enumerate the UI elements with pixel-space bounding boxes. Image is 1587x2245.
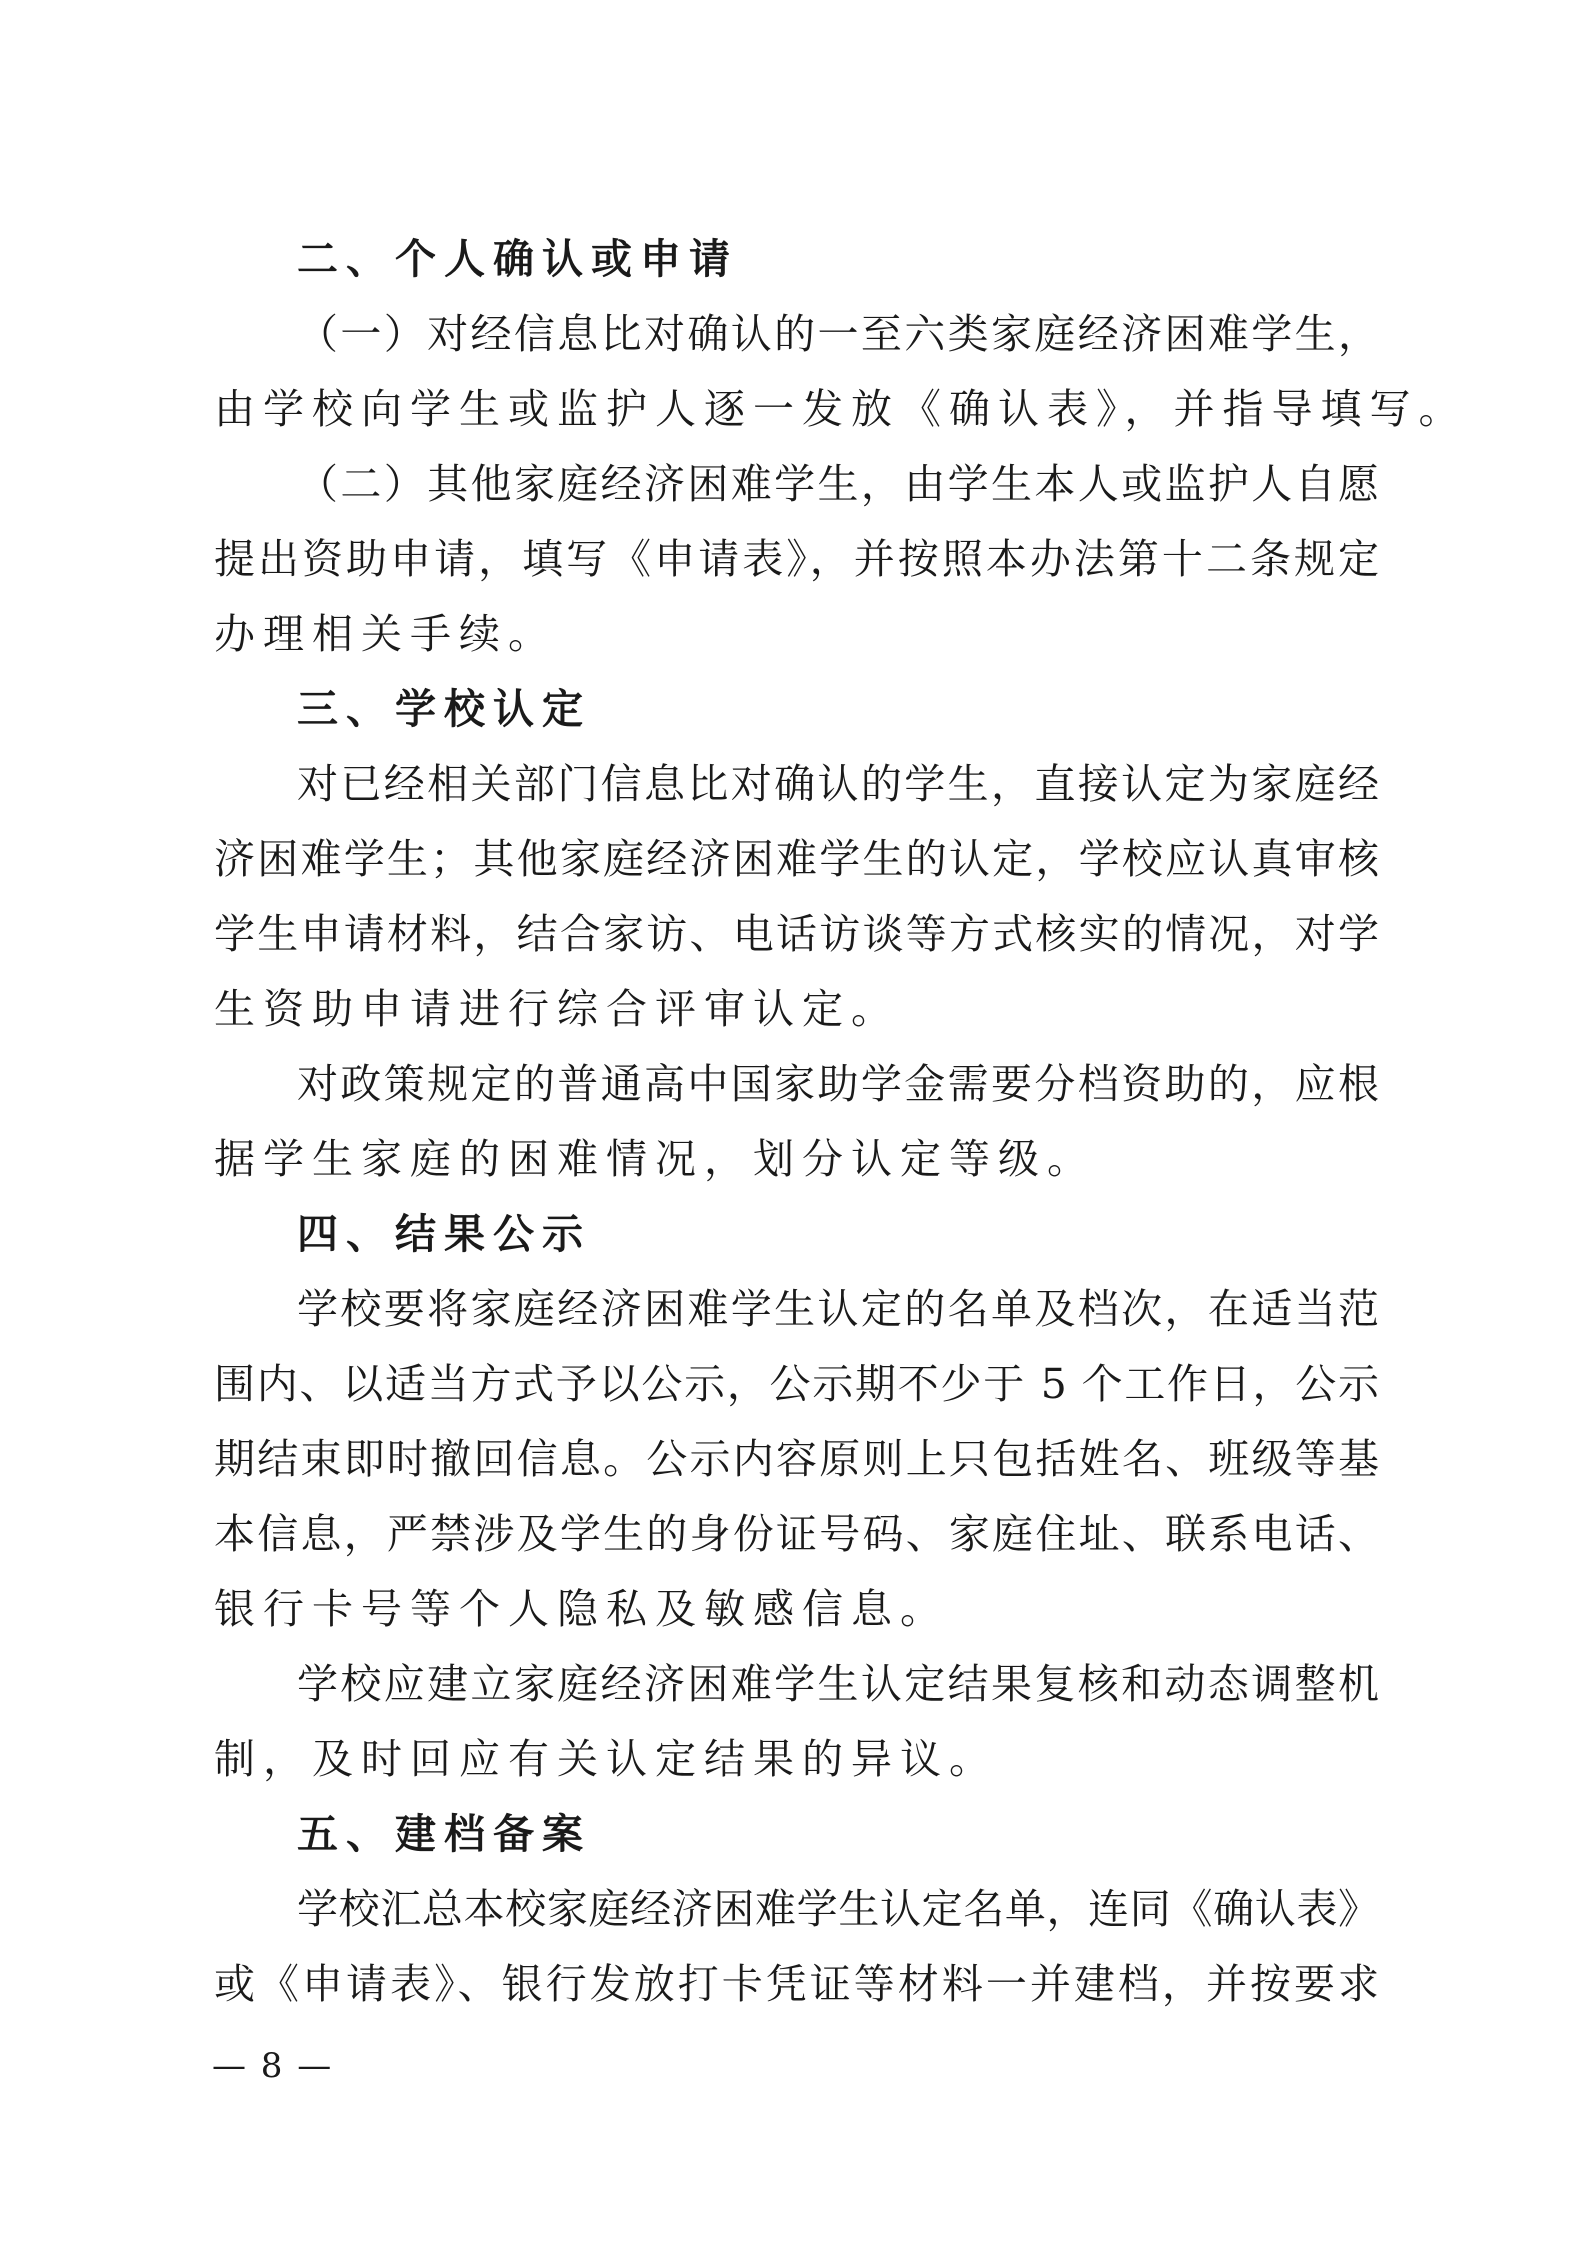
paragraph-line: 围内、以适当方式予以公示，公示期不少于 5 个工作日，公示 bbox=[214, 1360, 1379, 1408]
paragraph-line: 或《申请表》、银行发放打卡凭证等材料一并建档，并按要求 bbox=[214, 1960, 1379, 2008]
paragraph-line: 期结束即时撤回信息。公示内容原则上只包括姓名、班级等基 bbox=[214, 1435, 1379, 1483]
paragraph-line: 提出资助申请，填写《申请表》，并按照本办法第十二条规定 bbox=[214, 535, 1379, 583]
paragraph-line: 生资助申请进行综合评审认定。 bbox=[214, 985, 900, 1033]
paragraph-line: 办理相关手续。 bbox=[214, 610, 557, 658]
document-body bbox=[214, 222, 1468, 2022]
paragraph-line: 学校应建立家庭经济困难学生认定结果复核和动态调整机 bbox=[297, 1660, 1379, 1708]
section-heading-3: 三、学校认定 bbox=[297, 685, 591, 733]
paragraph-line: 本信息，严禁涉及学生的身份证号码、家庭住址、联系电话、 bbox=[214, 1510, 1379, 1558]
paragraph-line: 济困难学生；其他家庭经济困难学生的认定，学校应认真审核 bbox=[214, 835, 1379, 883]
paragraph-line: 学校要将家庭经济困难学生认定的名单及档次，在适当范 bbox=[297, 1285, 1379, 1333]
paragraph-line: 据学生家庭的困难情况，划分认定等级。 bbox=[214, 1135, 1096, 1183]
paragraph-line: 对政策规定的普通高中国家助学金需要分档资助的，应根 bbox=[297, 1060, 1379, 1108]
page-number: — 8 — bbox=[212, 2046, 334, 2086]
section-heading-4: 四、结果公示 bbox=[297, 1210, 591, 1258]
paragraph-line: （二）其他家庭经济困难学生，由学生本人或监护人自愿 bbox=[297, 460, 1379, 508]
paragraph-line: 学生申请材料，结合家访、电话访谈等方式核实的情况，对学 bbox=[214, 910, 1379, 958]
paragraph-line: 制，及时回应有关认定结果的异议。 bbox=[214, 1735, 998, 1783]
section-heading-2: 二、个人确认或申请 bbox=[297, 235, 738, 283]
paragraph-line: 由学校向学生或监护人逐一发放《确认表》，并指导填写。 bbox=[214, 385, 1468, 433]
paragraph-line: （一）对经信息比对确认的一至六类家庭经济困难学生， bbox=[297, 310, 1379, 358]
section-heading-5: 五、建档备案 bbox=[297, 1810, 591, 1858]
paragraph-line: 银行卡号等个人隐私及敏感信息。 bbox=[214, 1585, 949, 1633]
paragraph-line: 对已经相关部门信息比对确认的学生，直接认定为家庭经 bbox=[297, 760, 1379, 808]
paragraph-line: 学校汇总本校家庭经济困难学生认定名单，连同《确认表》 bbox=[297, 1885, 1379, 1933]
